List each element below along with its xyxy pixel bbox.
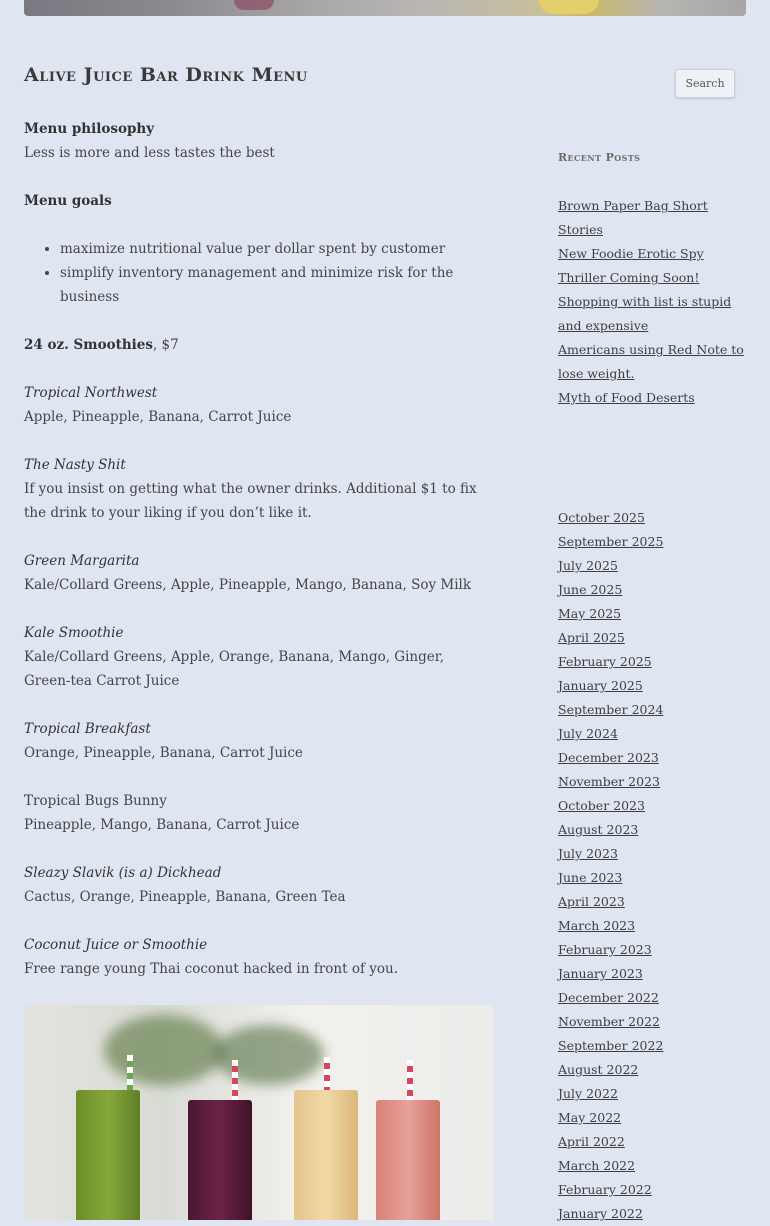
smoothies-size: 24 oz. Smoothies [24, 337, 153, 353]
recent-post-link[interactable]: Americans using Red Note to lose weight. [558, 342, 744, 381]
archive-link[interactable]: August 2022 [558, 1062, 639, 1077]
recent-post-link[interactable]: Myth of Food Deserts [558, 390, 695, 405]
list-item [558, 338, 748, 386]
archive-link[interactable]: April 2023 [558, 894, 625, 909]
archive-link[interactable]: September 2022 [558, 1038, 664, 1053]
archive-link[interactable]: July 2022 [558, 1086, 618, 1101]
green-smoothie-glass [76, 1090, 140, 1220]
search-button[interactable]: Search [675, 69, 735, 98]
list-item [558, 890, 663, 914]
archive-link[interactable]: October 2023 [558, 798, 645, 813]
archive-link[interactable]: May 2025 [558, 606, 622, 621]
philosophy-text: Less is more and less tastes the best [24, 145, 275, 161]
drink-description: Kale/Collard Greens, Apple, Pineapple, Mango, Banana, Soy Milk [24, 577, 472, 593]
list-item [558, 1154, 663, 1178]
drink-name: Tropical Northwest [24, 385, 158, 401]
list-item [558, 938, 663, 962]
list-item [558, 578, 663, 602]
list-item [558, 530, 663, 554]
berry-smoothie-glass [188, 1100, 252, 1220]
header-image-fruit-right [539, 0, 599, 14]
list-item [558, 1082, 663, 1106]
archive-link[interactable]: January 2022 [558, 1206, 643, 1221]
list-item [558, 962, 663, 986]
smoothies-price: , $7 [152, 337, 179, 353]
drink-name: Tropical Bugs Bunny [24, 793, 167, 809]
goals-heading [24, 189, 494, 213]
list-item [558, 1058, 663, 1082]
drink-description: Free range young Thai coconut hacked in front of you. [24, 961, 398, 977]
post-content [24, 117, 494, 1005]
drink-name: Kale Smoothie [24, 625, 124, 641]
archive-link[interactable]: September 2024 [558, 702, 664, 717]
drink-name: Tropical Breakfast [24, 721, 151, 737]
header-image-fruit-left [234, 0, 274, 10]
archive-link[interactable]: June 2025 [558, 582, 623, 597]
list-item [558, 602, 663, 626]
list-item [558, 290, 748, 338]
list-item [558, 674, 663, 698]
smoothies-photo [24, 1005, 494, 1220]
drink-name: Sleazy Slavik (is a) Dickhead [24, 865, 222, 881]
archive-link[interactable]: December 2023 [558, 750, 659, 765]
list-item [558, 1034, 663, 1058]
drink-item [24, 933, 494, 981]
archive-link[interactable]: April 2025 [558, 630, 625, 645]
list-item [558, 1178, 663, 1202]
list-item [558, 242, 748, 290]
archive-link[interactable]: June 2023 [558, 870, 623, 885]
archive-link[interactable]: September 2025 [558, 534, 664, 549]
philosophy-section [24, 117, 494, 165]
drink-description: Pineapple, Mango, Banana, Carrot Juice [24, 817, 300, 833]
drink-item [24, 381, 494, 429]
list-item [558, 986, 663, 1010]
page-title: Alive Juice Bar Drink Menu [24, 64, 308, 86]
recent-post-link[interactable]: Shopping with list is stupid and expensive [558, 294, 732, 333]
archive-link[interactable]: August 2023 [558, 822, 639, 837]
archive-link[interactable]: July 2024 [558, 726, 618, 741]
drink-item [24, 717, 494, 765]
drink-description: Orange, Pineapple, Banana, Carrot Juice [24, 745, 303, 761]
archive-link[interactable]: March 2022 [558, 1158, 636, 1173]
archive-link[interactable]: April 2022 [558, 1134, 625, 1149]
archive-link[interactable]: February 2025 [558, 654, 652, 669]
strawberry-smoothie-glass [376, 1100, 440, 1220]
archive-link[interactable]: March 2023 [558, 918, 636, 933]
header-image [24, 0, 746, 16]
list-item [558, 818, 663, 842]
list-item [558, 554, 663, 578]
list-item [558, 506, 663, 530]
recent-post-link[interactable]: New Foodie Erotic Spy Thriller Coming Soon! [558, 246, 704, 285]
archive-link[interactable]: July 2025 [558, 558, 618, 573]
list-item [558, 626, 663, 650]
list-item [558, 386, 748, 410]
goals-list [24, 237, 494, 309]
list-item [558, 866, 663, 890]
archive-link[interactable]: November 2022 [558, 1014, 660, 1029]
drink-item [24, 621, 494, 693]
drink-item [24, 549, 494, 597]
drink-item [24, 789, 494, 837]
drink-name: Coconut Juice or Smoothie [24, 937, 208, 953]
sidebar [558, 146, 748, 1221]
drink-name: Green Margarita [24, 553, 140, 569]
recent-posts-title: Recent Posts [558, 151, 641, 164]
drink-description: Kale/Collard Greens, Apple, Orange, Banana, Mango, Ginger, Green-tea Carrot Juice [24, 649, 444, 689]
archive-link[interactable]: May 2022 [558, 1110, 622, 1125]
archives-list [558, 506, 663, 1226]
drink-name: The Nasty Shit [24, 457, 126, 473]
archive-link[interactable]: February 2023 [558, 942, 652, 957]
list-item [558, 1202, 663, 1226]
list-item: • maximize nutritional value per dollar spent by customer [60, 237, 494, 261]
list-item [558, 914, 663, 938]
photo-foliage [214, 1025, 324, 1085]
list-item [558, 842, 663, 866]
archive-link[interactable]: February 2022 [558, 1182, 652, 1197]
recent-posts-list [558, 194, 748, 410]
list-item [558, 770, 663, 794]
mango-smoothie-glass [294, 1090, 358, 1220]
drink-description: If you insist on getting what the owner drinks. Additional $1 to fix the drink to your liking if you don’t like it. [24, 481, 477, 521]
list-item [558, 1010, 663, 1034]
drink-item [24, 453, 494, 525]
archive-link[interactable]: July 2023 [558, 846, 618, 861]
list-item [558, 1106, 663, 1130]
smoothies-heading [24, 333, 494, 357]
recent-post-link[interactable]: Brown Paper Bag Short Stories [558, 198, 708, 237]
list-item [558, 698, 663, 722]
drink-description: Cactus, Orange, Pineapple, Banana, Green Tea [24, 889, 346, 905]
drink-item [24, 861, 494, 909]
list-item [558, 194, 748, 242]
archive-link[interactable]: January 2025 [558, 678, 643, 693]
list-item [558, 794, 663, 818]
list-item [558, 1130, 663, 1154]
archive-link[interactable]: November 2023 [558, 774, 660, 789]
list-item [558, 722, 663, 746]
philosophy-heading: Menu philosophy [24, 121, 155, 137]
list-item [558, 650, 663, 674]
archive-link[interactable]: October 2025 [558, 510, 645, 525]
list-item: • simplify inventory management and minimize risk for the business [60, 261, 494, 309]
list-item [558, 746, 663, 770]
archive-link[interactable]: January 2023 [558, 966, 643, 981]
drink-description: Apple, Pineapple, Banana, Carrot Juice [24, 409, 292, 425]
archive-link[interactable]: December 2022 [558, 990, 659, 1005]
photo-foliage [104, 1015, 224, 1085]
goals-heading-text: Menu goals [24, 193, 112, 209]
